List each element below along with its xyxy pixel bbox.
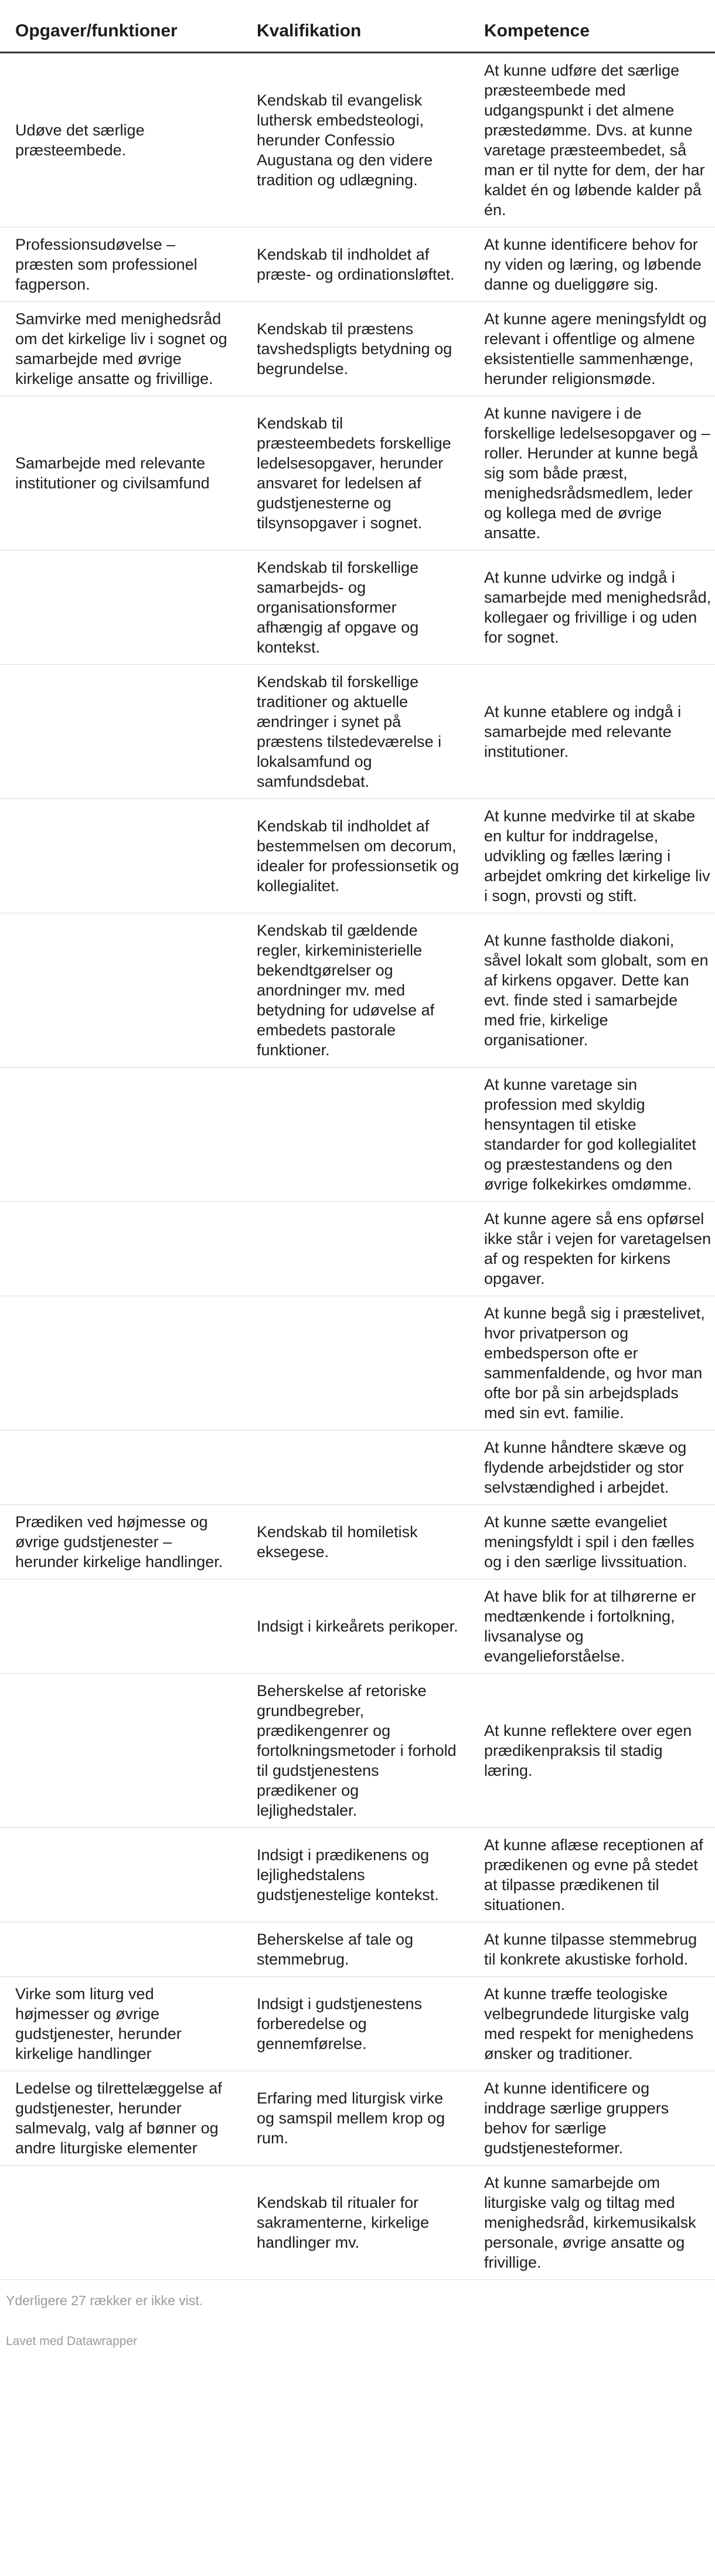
table-row <box>0 1296 715 1430</box>
cell-task <box>0 1579 240 1674</box>
cell-competence: At kunne varetage sin profession med skyldig hensyntagen til etiske standarder for god kollegialitet og præstestandens og den øvrige folkekirkes omdømme. <box>472 1068 715 1202</box>
cell-competence: At kunne tilpasse stemmebrug til konkrete akustiske forhold. <box>472 1922 715 1977</box>
cell-qualification: Kendskab til forskellige samarbejds- og organisationsformer afhængig af opgave og kontekst. <box>240 550 472 665</box>
cell-task <box>0 1202 240 1296</box>
cell-qualification: Kendskab til ritualer for sakramenterne, kirkelige handlinger mv. <box>240 2166 472 2280</box>
table-row <box>0 396 715 550</box>
cell-qualification: Kendskab til præsteembedets forskellige ledelsesopgaver, herunder ansvaret for ledelsen af gudstjenesterne og tilsynsopgaver i sognet. <box>240 396 472 550</box>
cell-qualification: Indsigt i prædikenens og lejlighedstalens gudstjenestelige kontekst. <box>240 1828 472 1922</box>
header-row <box>0 0 715 53</box>
cell-competence: At kunne etablere og indgå i samarbejde med relevante institutioner. <box>472 665 715 799</box>
datawrapper-credit: Lavet med Datawrapper <box>6 2334 138 2348</box>
cell-qualification: Beherskelse af tale og stemmebrug. <box>240 1922 472 1977</box>
cell-qualification <box>240 1068 472 1202</box>
cell-competence: At kunne navigere i de forskellige ledelsesopgaver og –roller. Herunder at kunne begå sig som både præst, menighedsrådsmedlem, leder og kollega med de øvrige ansatte. <box>472 396 715 550</box>
table-row <box>0 1430 715 1505</box>
cell-competence: At kunne agere så ens opførsel ikke står i vejen for varetagelsen af og respekten for kirkens opgaver. <box>472 1202 715 1296</box>
cell-qualification: Kendskab til forskellige traditioner og aktuelle ændringer i synet på præstens tilstedeværelse i lokalsamfund og samfundsdebat. <box>240 665 472 799</box>
table-row <box>0 2166 715 2280</box>
cell-task: Virke som liturg ved højmesser og øvrige gudstjenester, herunder kirkelige handlinger <box>0 1977 240 2071</box>
cell-qualification: Erfaring med liturgisk virke og samspil mellem krop og rum. <box>240 2071 472 2166</box>
table-row <box>0 1828 715 1922</box>
table-row <box>0 1977 715 2071</box>
cell-task: Samvirke med menighedsråd om det kirkelige liv i sognet og samarbejde med øvrige kirkelige ansatte og frivillige. <box>0 302 240 396</box>
cell-task <box>0 913 240 1068</box>
table-row <box>0 799 715 913</box>
cell-task: Samarbejde med relevante institutioner og civilsamfund <box>0 396 240 550</box>
table-row <box>0 53 715 227</box>
table-body <box>0 53 715 2280</box>
table-row <box>0 227 715 302</box>
cell-task <box>0 2166 240 2280</box>
table-row <box>0 2071 715 2166</box>
table-row <box>0 1674 715 1828</box>
cell-task: Udøve det særlige præsteembede. <box>0 53 240 227</box>
cell-competence: At kunne håndtere skæve og flydende arbejdstider og stor selvstændighed i arbejdet. <box>472 1430 715 1505</box>
cell-competence: At kunne udvirke og indgå i samarbejde med menighedsråd, kollegaer og frivillige i og uden for sognet. <box>472 550 715 665</box>
cell-qualification: Indsigt i kirkeårets perikoper. <box>240 1579 472 1674</box>
column-header-qualification[interactable]: Kvalifikation <box>240 0 472 53</box>
cell-competence: At kunne sætte evangeliet meningsfyldt i spil i den fælles og i den særlige livssituation. <box>472 1505 715 1579</box>
cell-competence: At kunne agere meningsfyldt og relevant i offentlige og almene eksistentielle sammenhænge, herunder religionsmøde. <box>472 302 715 396</box>
cell-competence: At kunne fastholde diakoni, såvel lokalt som globalt, som en af kirkens opgaver. Dette kan evt. finde sted i samarbejde med frie, kirkelige organisationer. <box>472 913 715 1068</box>
cell-qualification <box>240 1202 472 1296</box>
cell-competence: At kunne identificere og inddrage særlige gruppers behov for særlige gudstjenesteformer. <box>472 2071 715 2166</box>
table-row <box>0 1505 715 1579</box>
cell-task <box>0 665 240 799</box>
cell-qualification: Beherskelse af retoriske grundbegreber, prædikengenrer og fortolkningsmetoder i forhold til gudstjenestens prædikener og lejlighedstaler. <box>240 1674 472 1828</box>
cell-qualification: Kendskab til homiletisk eksegese. <box>240 1505 472 1579</box>
cell-qualification: Kendskab til indholdet af bestemmelsen om decorum, idealer for professionsetik og kollegialitet. <box>240 799 472 913</box>
cell-task <box>0 1430 240 1505</box>
cell-competence: At kunne aflæse receptionen af prædikenen og evne på stedet at tilpasse prædikenen til situationen. <box>472 1828 715 1922</box>
table-row <box>0 550 715 665</box>
cell-competence: At kunne begå sig i præstelivet, hvor privatperson og embedsperson ofte er sammenfaldende, og hvor man ofte bor på sin arbejdsplads med sin evt. familie. <box>472 1296 715 1430</box>
cell-task <box>0 1674 240 1828</box>
cell-task: Ledelse og tilrettelæggelse af gudstjenester, herunder salmevalg, valg af bønner og andre liturgiske elementer <box>0 2071 240 2166</box>
table-row <box>0 1579 715 1674</box>
cell-task <box>0 1296 240 1430</box>
cell-task: Prædiken ved højmesse og øvrige gudstjenester – herunder kirkelige handlinger. <box>0 1505 240 1579</box>
cell-task <box>0 1922 240 1977</box>
column-header-competence[interactable]: Kompetence <box>472 0 715 53</box>
cell-competence: At kunne samarbejde om liturgiske valg og tiltag med menighedsråd, kirkemusikalsk personale, øvrige ansatte og frivillige. <box>472 2166 715 2280</box>
table-row <box>0 302 715 396</box>
cell-competence: At kunne reflektere over egen prædikenpraksis til stadig læring. <box>472 1674 715 1828</box>
cell-task <box>0 1068 240 1202</box>
cell-task <box>0 1828 240 1922</box>
cell-qualification: Indsigt i gudstjenestens forberedelse og gennemførelse. <box>240 1977 472 2071</box>
cell-qualification: Kendskab til gældende regler, kirkeministerielle bekendtgørelser og anordninger mv. med betydning for udøvelse af embedets pastorale funktioner. <box>240 913 472 1068</box>
cell-competence: At kunne træffe teologiske velbegrundede liturgiske valg med respekt for menighedens ønsker og traditioner. <box>472 1977 715 2071</box>
table-row <box>0 913 715 1068</box>
cell-competence: At kunne udføre det særlige præsteembede med udgangspunkt i det almene præstedømme. Dvs. at kunne varetage præsteembedet, så man er til nytte for dem, der har kaldet én og løbende kalder på én. <box>472 53 715 227</box>
table-notes: Yderligere 27 rækker er ikke vist. <box>6 2293 203 2308</box>
table-row <box>0 1922 715 1977</box>
column-header-tasks[interactable]: Opgaver/funktioner <box>0 0 240 53</box>
cell-qualification: Kendskab til evangelisk luthersk embedsteologi, herunder Confessio Augustana og den videre tradition og udlægning. <box>240 53 472 227</box>
cell-qualification: Kendskab til præstens tavshedspligts betydning og begrundelse. <box>240 302 472 396</box>
table-row <box>0 1068 715 1202</box>
table-header <box>0 0 715 53</box>
cell-competence: At kunne identificere behov for ny viden og læring, og løbende danne og dueliggøre sig. <box>472 227 715 302</box>
table-row <box>0 1202 715 1296</box>
cell-qualification: Kendskab til indholdet af præste- og ordinationsløftet. <box>240 227 472 302</box>
cell-task: Professionsudøvelse – præsten som professionel fagperson. <box>0 227 240 302</box>
cell-qualification <box>240 1296 472 1430</box>
cell-competence: At kunne medvirke til at skabe en kultur for inddragelse, udvikling og fælles læring i arbejdet omkring det kirkelige liv i sogn, provsti og stift. <box>472 799 715 913</box>
cell-qualification <box>240 1430 472 1505</box>
cell-competence: At have blik for at tilhørerne er medtænkende i fortolkning, livsanalyse og evangelieforståelse. <box>472 1579 715 1674</box>
table-row <box>0 665 715 799</box>
cell-task <box>0 799 240 913</box>
cell-task <box>0 550 240 665</box>
